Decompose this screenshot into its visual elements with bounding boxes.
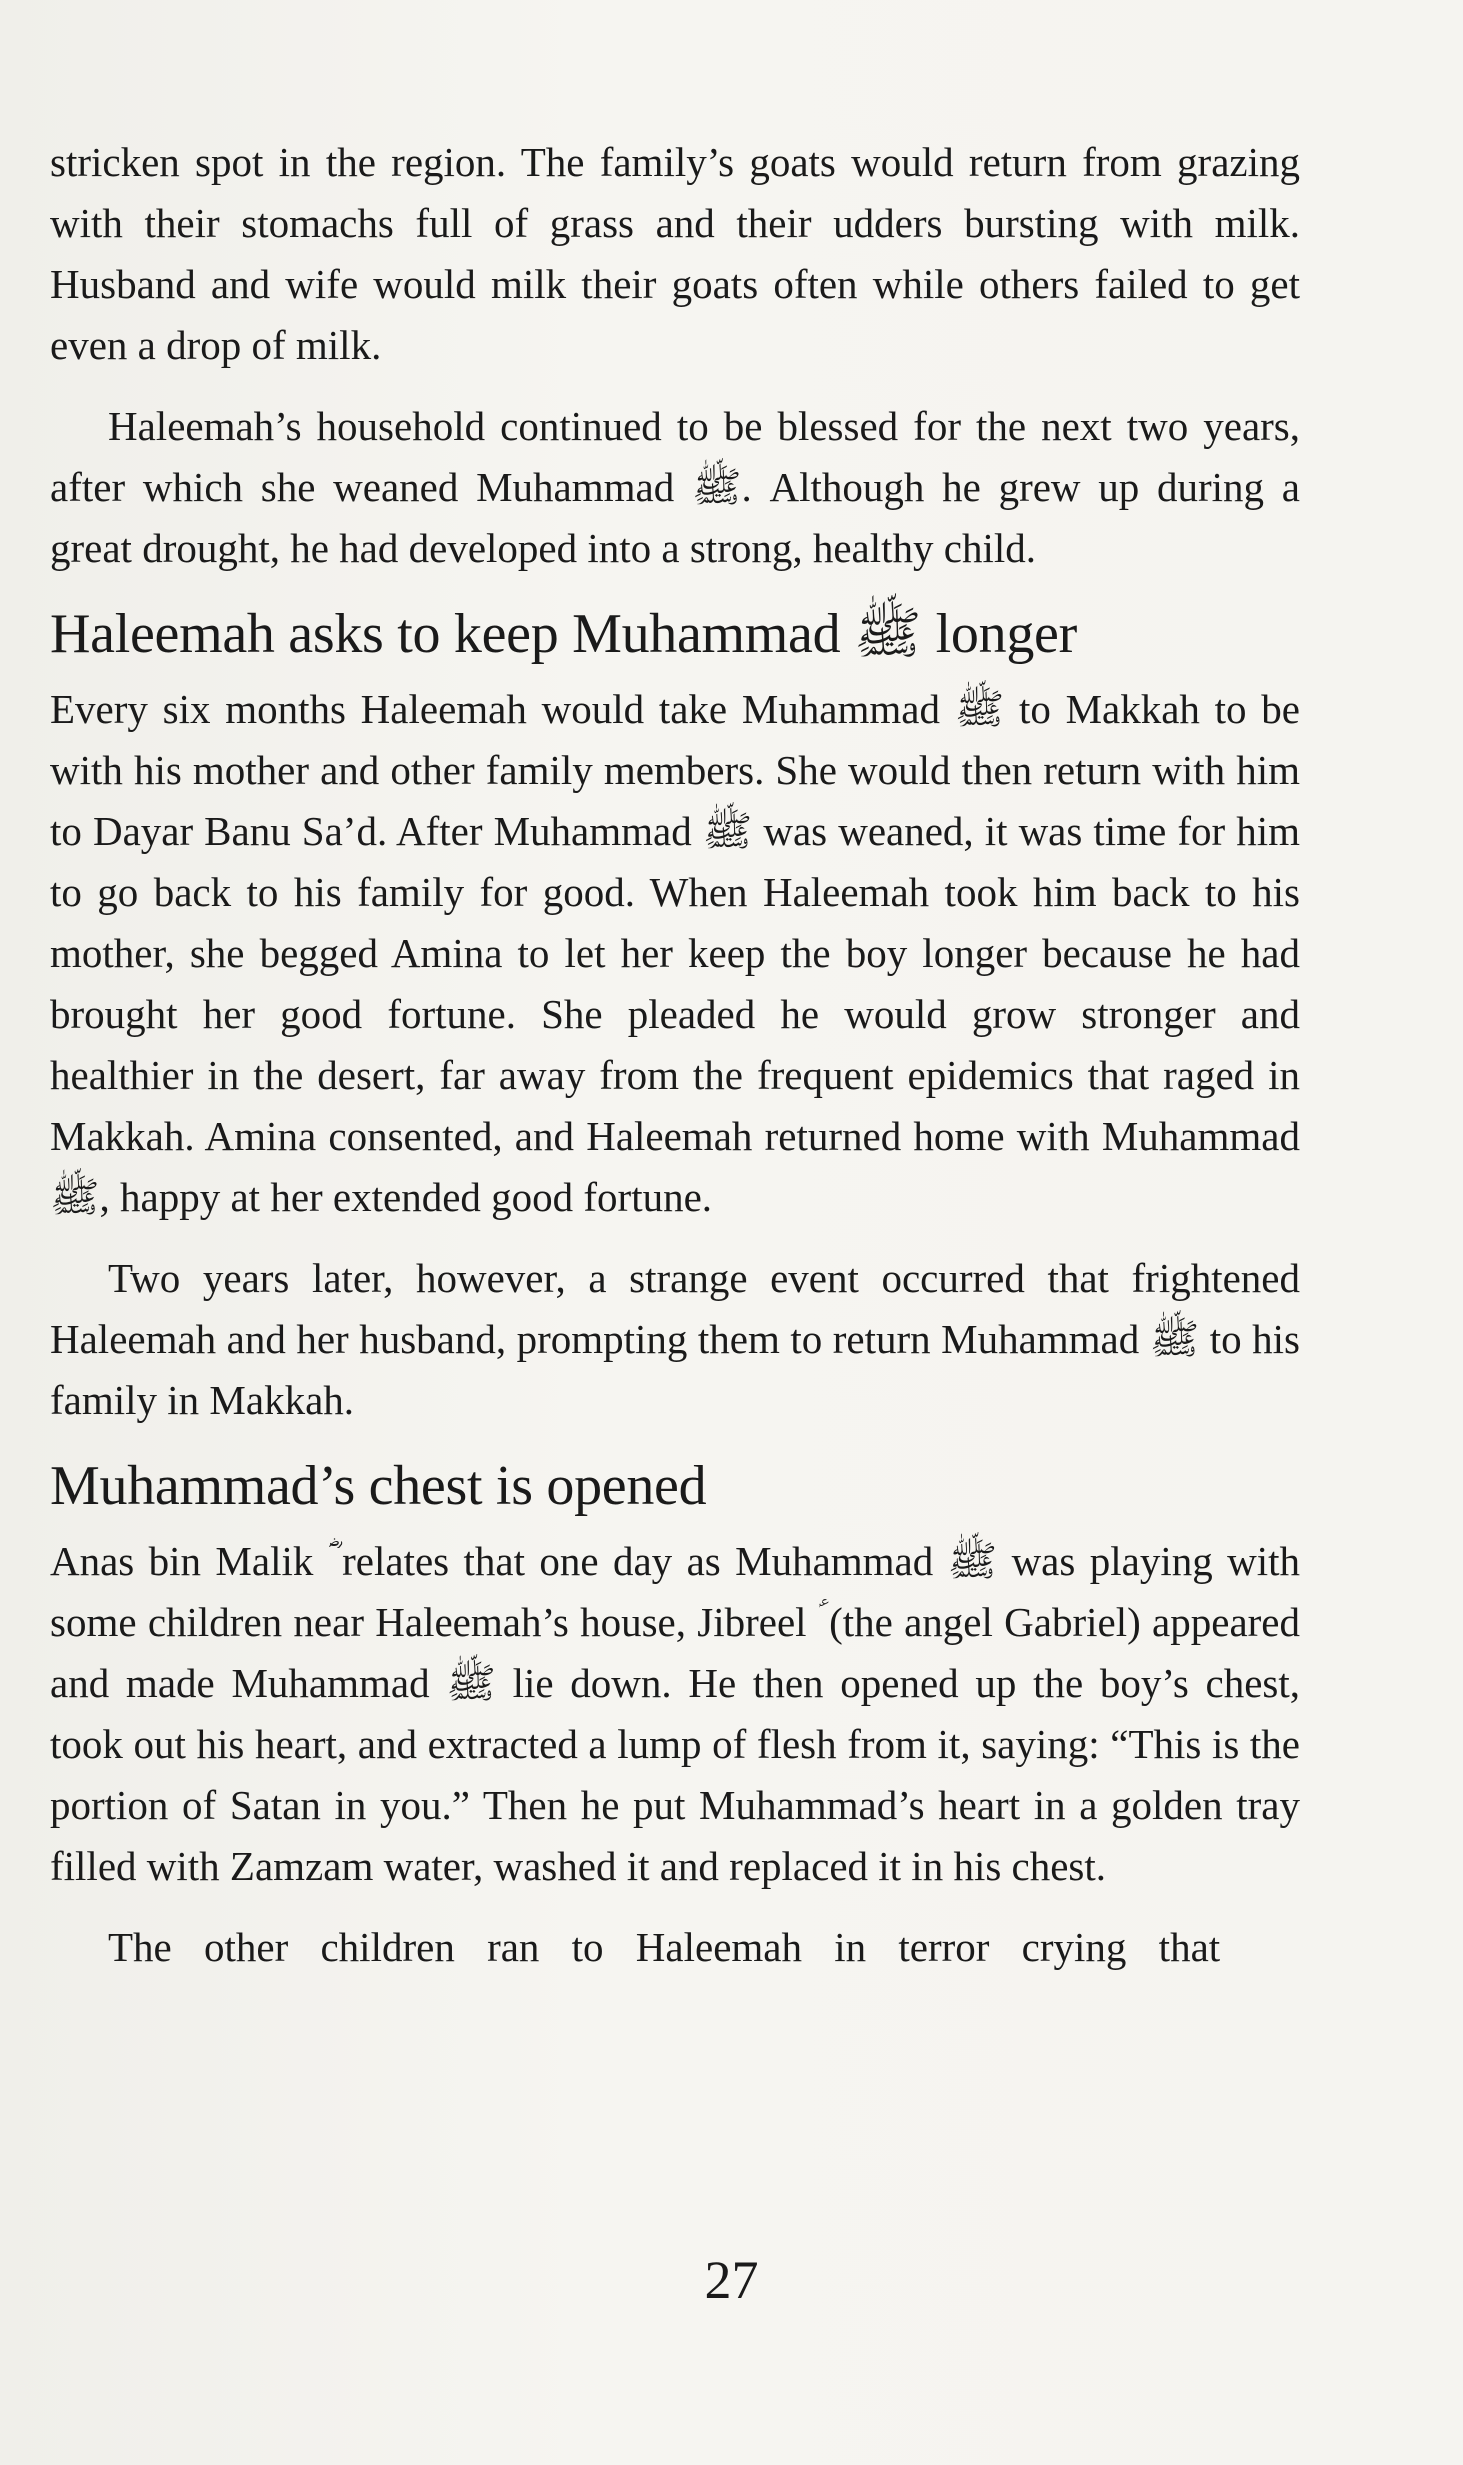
paragraph-5: Anas bin Malik ؓ relates that one day as Muhammad ﷺ was playing with some children near Haleemah’s house, Jibreel ؑ (the angel Gabriel) appeared and made Muhammad ﷺ lie down. He then opened up the boy’s chest, took out his heart, and extracted a lump of flesh from it, saying: “This is the portion of Satan in you.” Then he put Muhammad’s heart in a golden tray filled with Zamzam water, washed it and replaced it in his chest. <box>50 1538 1301 1889</box>
paragraph-6: The other children ran to Haleemah in terror crying that <box>108 1924 1221 1970</box>
paragraph-2: Haleemah’s household continued to be blessed for the next two years, after which she weaned Muhammad ﷺ. Although he grew up during a great drought, he had developed into a strong, healthy child. <box>50 403 1300 571</box>
paragraph-1: stricken spot in the region. The family’s goats would return from grazing with their stomachs full of grass and their udders bursting with milk. Husband and wife would milk their goats often while others failed to get even a drop of milk. <box>50 139 1300 368</box>
paragraph-3: Every six months Haleemah would take Muhammad ﷺ to Makkah to be with his mother and other family members. She would then return with him to Dayar Banu Sa’d. After Muhammad ﷺ was weaned, it was time for him to go back to his family for good. When Haleemah took him back to his mother, she begged Amina to let her keep the boy longer because he had brought her good fortune. She pleaded he would grow stronger and healthier in the desert, far away from the frequent epidemics that raged in Makkah. Amina consented, and Haleemah returned home with Muhammad ﷺ, happy at her extended good fortune. <box>50 686 1301 1220</box>
page-body <box>50 132 1300 1978</box>
section-heading-chest-opened: Muhammad’s chest is opened <box>50 1455 707 1517</box>
paragraph-4: Two years later, however, a strange event occurred that frightened Haleemah and her husband, prompting them to return Muhammad ﷺ to his family in Makkah. <box>50 1255 1300 1423</box>
page-number: 27 <box>704 2250 759 2310</box>
section-heading-keep-longer: Haleemah asks to keep Muhammad ﷺ longer <box>50 603 1077 665</box>
